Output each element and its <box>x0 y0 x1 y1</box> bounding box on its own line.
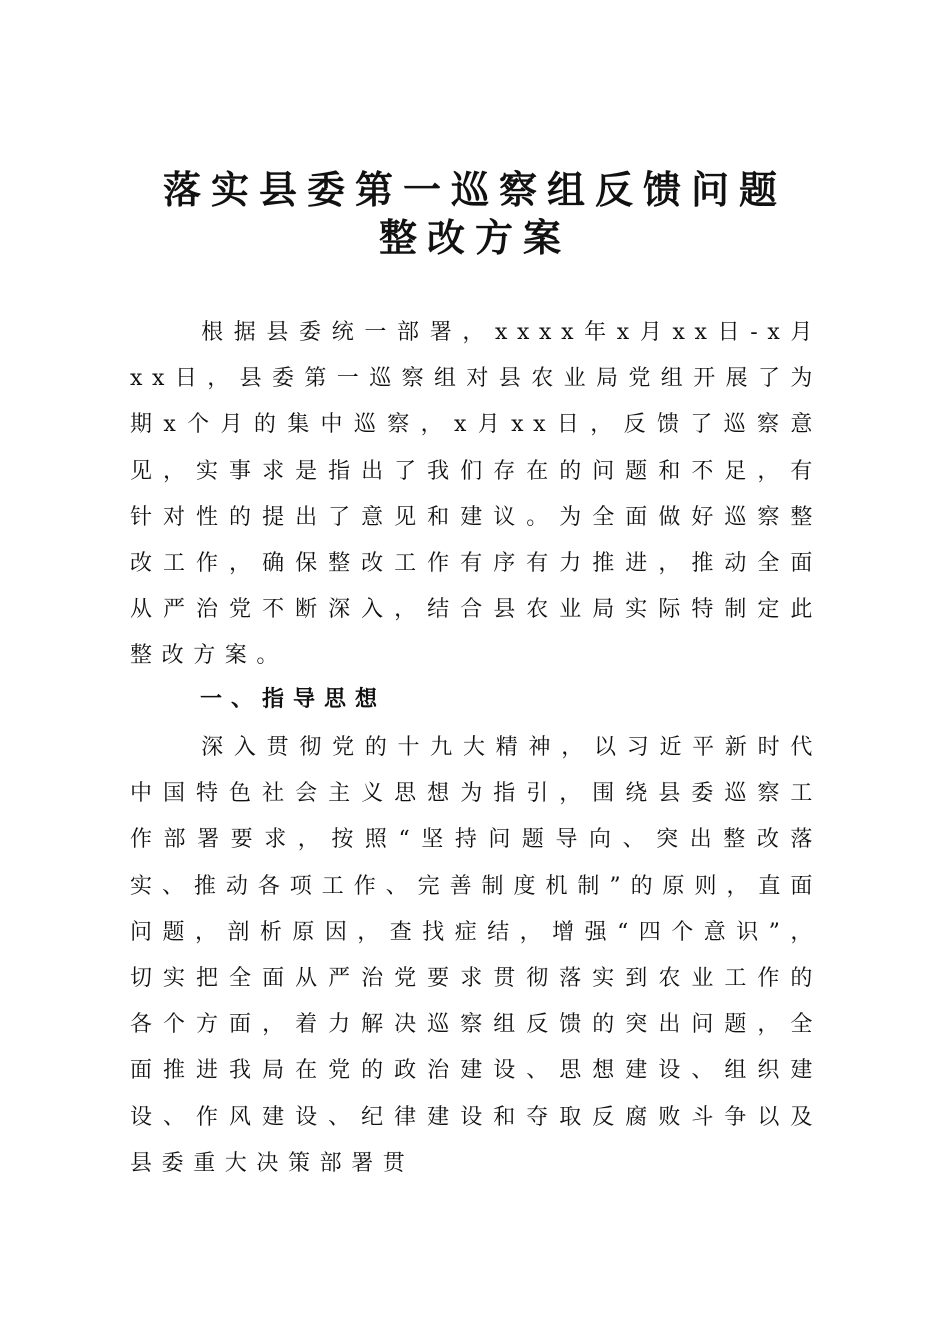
paragraph-intro <box>130 310 822 680</box>
document-title-line1: 落实县委第一巡察组反馈问题 <box>162 168 787 212</box>
section-heading-guiding-ideology: 一、指导思想 <box>200 687 387 712</box>
document-title-line2: 整改方案 <box>378 216 571 260</box>
paragraph-intro-text: 根据县委统一部署，xxxx年x月xx日-x月xx日，县委第一巡察组对县农业局党组开展了为期x个月的集中巡察，x月xx日，反馈了巡察意见，实事求是指出了我们存在的问题和不足，有针对性的提出了意见和建议。为全面做好巡察整改工作，确保整改工作有序有力推进，推动全面从严治党不断深入，结合县农业局实际特制定此整改方案。 <box>130 320 822 669</box>
paragraph-guiding-ideology-text: 深入贯彻党的十九大精神，以习近平新时代中国特色社会主义思想为指引，围绕县委巡察工作部署要求，按照“坚持问题导向、突出整改落实、推动各项工作、完善制度机制”的原则，直面问题，剖析原因，查找症结，增强“四个意识”，切实把全面从严治党要求贯彻落实到农业工作的各个方面，着力解决巡察组反馈的突出问题，全面推进我局在党的政治建设、思想建设、组织建设、作风建设、纪律建设和夺取反腐败斗争以及县委重大决策部署贯 <box>130 735 822 1176</box>
paragraph-guiding-ideology <box>130 725 822 1187</box>
